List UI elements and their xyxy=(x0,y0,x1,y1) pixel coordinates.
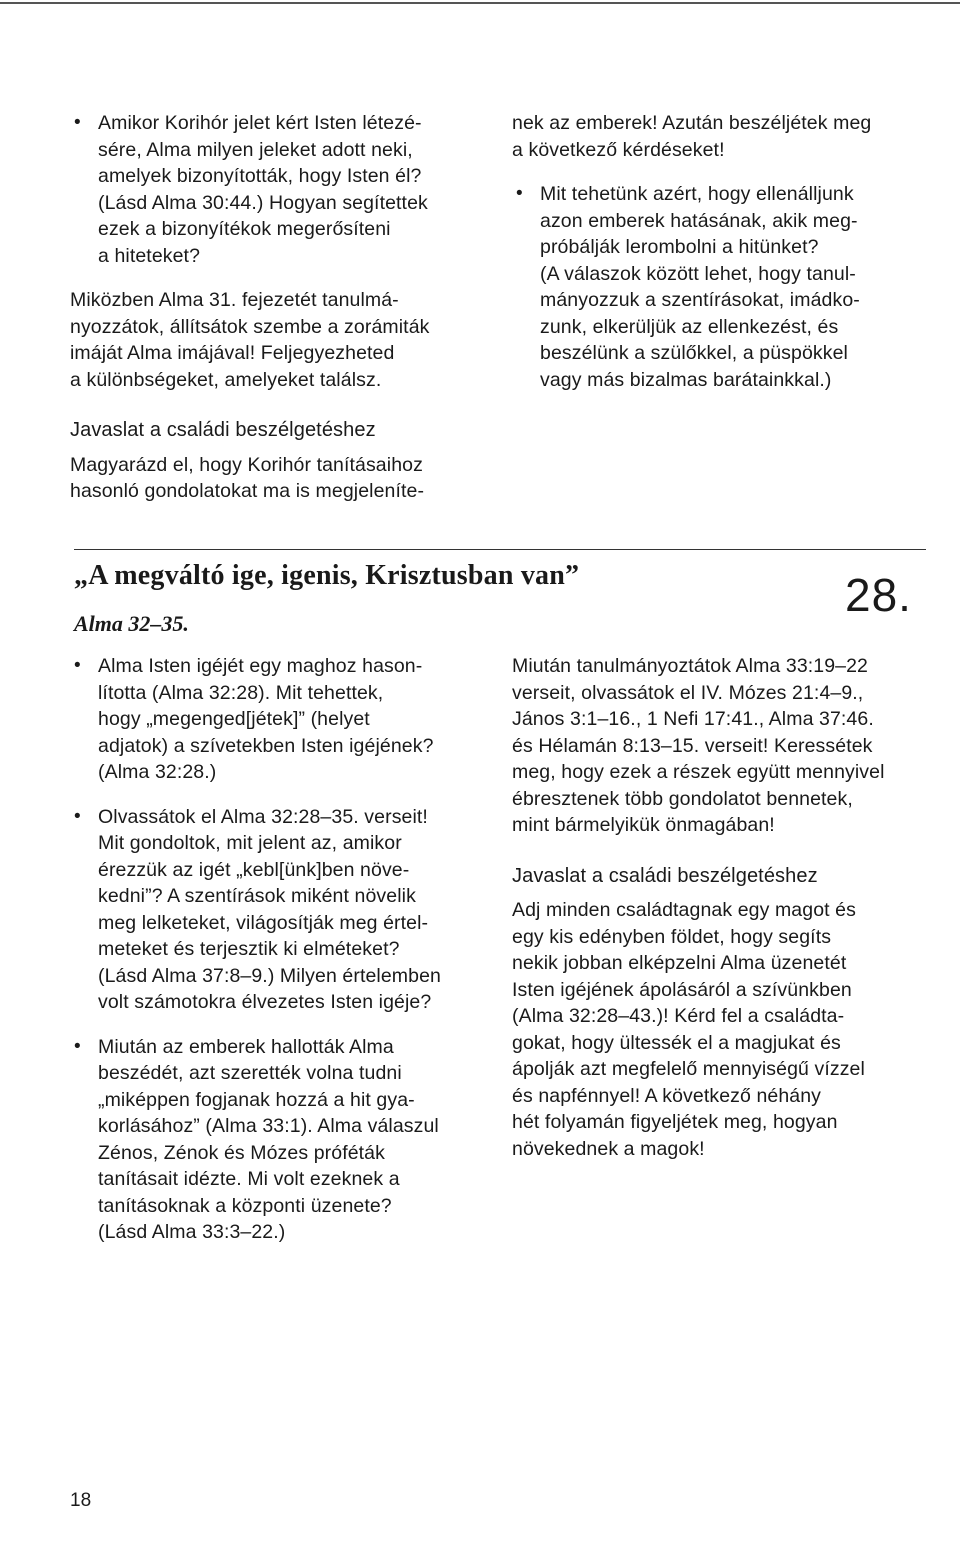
text-line: (Alma 32:28.) xyxy=(98,761,217,783)
lesson-number: 28. xyxy=(845,569,912,621)
text-line: ébresztenek több gondolatot bennetek, xyxy=(512,787,853,810)
bullet-text xyxy=(98,653,500,786)
text-line: vagy más bizalmas barátainkkal.) xyxy=(540,368,832,391)
text-line: érezzük az igét „kebl[ünk]ben növe- xyxy=(98,858,410,881)
top-edge-rule xyxy=(0,2,960,4)
text-line: sére, Alma milyen jeleket adott neki, xyxy=(98,138,413,161)
bullet-text xyxy=(98,110,490,269)
text-line: hét folyamán figyeljétek meg, hogyan xyxy=(512,1111,838,1133)
text-line: lította (Alma 32:28). Mit tehettek, xyxy=(98,681,384,704)
text-line: Miközben Alma 31. fejezetét tanulmá- xyxy=(70,289,399,311)
text-line: kedni”? A szentírások miként növelik xyxy=(98,885,416,907)
bullet-read-alma-32 xyxy=(70,804,500,1016)
bottom-left-column xyxy=(70,653,500,1246)
paragraph-cross-references xyxy=(512,653,937,839)
text-line: Mit tehetünk azért, hogy ellenálljunk xyxy=(540,183,854,205)
text-line: beszélünk a szülőkkel, a püspökkel xyxy=(540,342,848,364)
family-discussion-heading: Javaslat a családi beszélgetéshez xyxy=(70,419,376,441)
text-line: amelyek bizonyították, hogy Isten él? xyxy=(98,165,422,187)
family-discussion-text xyxy=(70,452,490,505)
text-line: (Lásd Alma 33:3–22.) xyxy=(98,1221,286,1243)
top-left-column xyxy=(70,110,490,505)
text-line: meg lelketeket, világosítják meg értel- xyxy=(98,911,429,934)
text-line: beszédét, azt szerették volna tudni xyxy=(98,1062,402,1084)
text-line: Adj minden családtagnak egy magot és xyxy=(512,899,856,921)
bullet-word-as-seed xyxy=(70,653,500,786)
text-line: nek az emberek! Azután beszéljétek meg xyxy=(512,112,872,134)
text-line: tanításoknak a központi üzenete? xyxy=(98,1194,392,1217)
bullet-resist-influence xyxy=(512,181,932,393)
text-line: volt számotokra élvezetes Isten igéje? xyxy=(98,991,432,1013)
text-line: gokat, hogy ültessék el a magjukat és xyxy=(512,1031,841,1054)
text-line: meg, hogy ezek a részek együtt mennyivel xyxy=(512,761,885,783)
bullet-dot: • xyxy=(74,655,81,676)
text-line: Miután az emberek hallották Alma xyxy=(98,1035,394,1058)
text-line: verseit, olvassátok el IV. Mózes 21:4–9., xyxy=(512,681,864,704)
continued-paragraph xyxy=(512,110,932,163)
family-discussion-text xyxy=(512,897,937,1162)
bullet-dot: • xyxy=(74,112,81,133)
text-line: azon emberek hatásának, akik meg- xyxy=(540,209,858,232)
text-line: (Lásd Alma 30:44.) Hogyan segítettek xyxy=(98,191,428,214)
text-line: a következő kérdéseket! xyxy=(512,138,725,161)
text-line: Magyarázd el, hogy Korihór tanításaihoz xyxy=(70,453,423,476)
text-line: Alma Isten igéjét egy maghoz hason- xyxy=(98,655,423,677)
lesson-subtitle: Alma 32–35. xyxy=(74,611,189,636)
text-line: Miután tanulmányoztátok Alma 33:19–22 xyxy=(512,655,869,677)
text-line: mint bármelyikük önmagában! xyxy=(512,814,775,836)
text-line: Zénos, Zénok és Mózes próféták xyxy=(98,1141,385,1164)
bottom-right-column xyxy=(512,653,937,1162)
page-number: 18 xyxy=(70,1490,92,1511)
text-line: Isten igéjének ápolásáról a szívünkben xyxy=(512,978,852,1001)
text-line: és napfénnyel! A következő néhány xyxy=(512,1084,822,1107)
text-line: nyozzátok, állítsátok szembe a zorámiták xyxy=(70,315,430,338)
bullet-dot: • xyxy=(74,805,81,827)
text-line: tanításait idézte. Mi volt ezeknek a xyxy=(98,1168,400,1190)
text-line: zunk, elkerüljük az ellenkezést, és xyxy=(540,315,839,338)
text-line: hasonló gondolatokat ma is megjeleníte- xyxy=(70,480,425,502)
text-line: (A válaszok között lehet, hogy tanul- xyxy=(540,262,856,285)
bullet-text xyxy=(98,1034,500,1246)
bullet-korihor-signs xyxy=(70,110,490,269)
section-divider xyxy=(74,549,926,550)
text-line: a hiteteket? xyxy=(98,244,201,267)
text-line: (Lásd Alma 37:8–9.) Milyen értelemben xyxy=(98,964,441,987)
text-line: Olvassátok el Alma 32:28–35. verseit! xyxy=(98,805,428,828)
bullet-exercise-faith xyxy=(70,1034,500,1246)
bullet-text xyxy=(540,181,932,393)
bullet-text xyxy=(98,804,500,1016)
text-line: egy kis edényben földet, hogy segíts xyxy=(512,925,832,948)
text-line: hogy „megenged[jétek]” (helyet xyxy=(98,708,370,730)
text-line: a különbségeket, amelyeket találsz. xyxy=(70,368,382,391)
text-line: imáját Alma imájával! Feljegyezheted xyxy=(70,342,395,364)
bullet-dot: • xyxy=(516,183,523,204)
bullet-dot: • xyxy=(74,1035,81,1057)
text-line: ápolják azt megfelelő mennyiségű vízzel xyxy=(512,1058,865,1080)
family-discussion-heading: Javaslat a családi beszélgetéshez xyxy=(512,864,818,887)
text-line: meteket és terjesztik ki elméteket? xyxy=(98,938,400,960)
text-line: korlásához” (Alma 33:1). Alma válaszul xyxy=(98,1115,439,1137)
text-line: nekik jobban elképzelni Alma üzenetét xyxy=(512,952,847,974)
paragraph-zoramite-prayer xyxy=(70,287,490,393)
text-line: mányozzuk a szentírásokat, imádko- xyxy=(540,289,860,311)
text-line: adjatok) a szívetekben Isten igéjének? xyxy=(98,734,434,757)
text-line: ezek a bizonyítékok megerősíteni xyxy=(98,218,391,240)
text-line: Amikor Korihór jelet kért Isten létezé- xyxy=(98,112,422,134)
text-line: (Alma 32:28–43.)! Kérd fel a családta- xyxy=(512,1005,845,1027)
text-line: Mit gondoltok, mit jelent az, amikor xyxy=(98,832,402,854)
text-line: és Hélamán 8:13–15. verseit! Keressétek xyxy=(512,734,873,757)
text-line: „miképpen fogjanak hozzá a hit gya- xyxy=(98,1088,415,1111)
lesson-title: „A megváltó ige, igenis, Krisztusban van” xyxy=(74,560,580,591)
text-line: próbálják lerombolni a hitünket? xyxy=(540,236,819,258)
top-right-column xyxy=(512,110,932,393)
text-line: növekednek a magok! xyxy=(512,1137,705,1160)
text-line: János 3:1–16., 1 Nefi 17:41., Alma 37:46. xyxy=(512,708,874,730)
